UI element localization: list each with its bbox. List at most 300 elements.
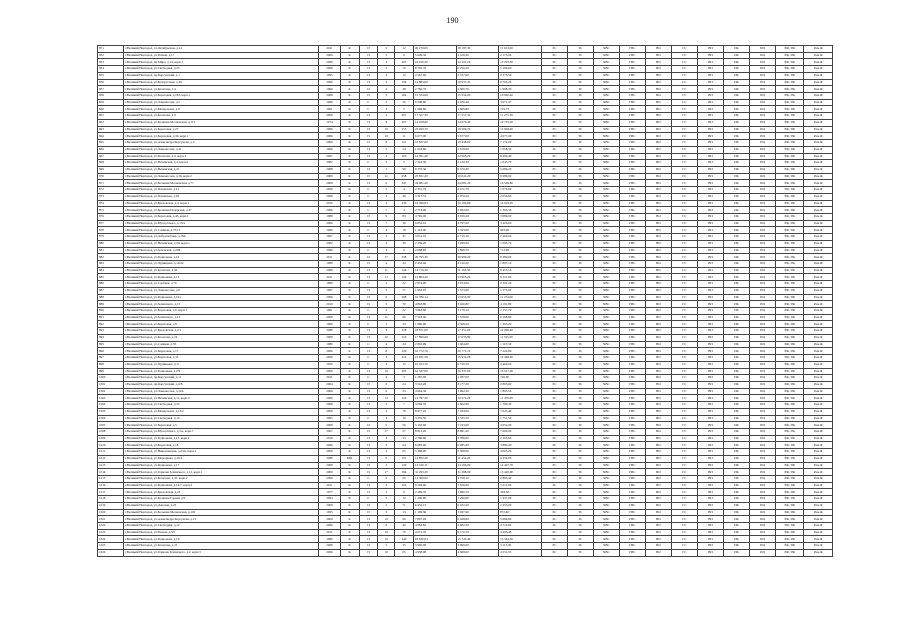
- cell-c: 2 157,70: [499, 308, 542, 315]
- cell-ent: 394: [395, 469, 414, 476]
- cell-b: 5 677,00: [456, 133, 499, 140]
- cell-es: ЭС: [541, 469, 567, 476]
- cell-c: 5 686,20: [499, 166, 542, 173]
- cell-b: 1 296,00: [456, 496, 499, 503]
- cell-vo: ВО: [645, 482, 671, 489]
- cell-ts: ТС: [567, 93, 593, 100]
- cell-a: 10 772,70: [413, 348, 456, 355]
- cell-addr: г.Великий Новгород, ул.Кочетова, д.16: [124, 334, 319, 341]
- cell-addr: г.Великий Новгород, ул.Славная, д.55: [124, 341, 319, 348]
- cell-pk: ПК: [723, 287, 749, 294]
- cell-gs: ГС: [671, 496, 697, 503]
- cell-year: 2006: [319, 388, 340, 395]
- cell-vo: ВО: [645, 462, 671, 469]
- cell-hvs: ХВС: [593, 79, 619, 86]
- cell-fl: 2: [378, 301, 395, 308]
- cell-ent: 79: [395, 529, 414, 536]
- cell-vo: ВО: [645, 489, 671, 496]
- cell-uf: РФ, УФ: [776, 254, 804, 261]
- cell-kind: Рем.Ф: [804, 220, 833, 227]
- cell-fl: 11: [378, 267, 395, 274]
- cell-addr: г.Великий Новгород, ул.Ломоносова, д.12А: [124, 388, 319, 395]
- cell-fl: 8: [378, 348, 395, 355]
- cell-a: 4 682,82: [413, 523, 456, 530]
- cell-vo: ВО: [645, 509, 671, 516]
- cell-vo: ВО: [645, 536, 671, 543]
- cell-vo: ВО: [645, 529, 671, 536]
- cell-c: 4 652,00: [499, 422, 542, 429]
- cell-es: ЭС: [541, 146, 567, 153]
- cell-addr: г.Великий Новгород, ул.Германа Зелинского, д.2, корп.3: [124, 549, 319, 556]
- cell-mat: К: [340, 274, 359, 281]
- table-row: [98, 375, 833, 382]
- cell-uf: РФ, УФ: [776, 449, 804, 456]
- cell-ts: ТС: [567, 140, 593, 147]
- cell-pc: ПЦ: [749, 543, 775, 550]
- cell-gvs: ГВС: [619, 341, 645, 348]
- cell-ent: 13: [395, 509, 414, 516]
- cell-ent: 104: [395, 93, 414, 100]
- cell-a: 5 609,50: [413, 52, 456, 59]
- cell-c: 4 005,20: [499, 449, 542, 456]
- cell-gs: ГС: [671, 281, 697, 288]
- cell-addr: г.Великий Новгород, ул.Родионова, д.17: [124, 462, 319, 469]
- cell-vs: ВП: [697, 213, 723, 220]
- cell-a: 4 672,70: [413, 529, 456, 536]
- cell-grp: С: [359, 281, 378, 288]
- cell-vo: ВО: [645, 496, 671, 503]
- cell-gvs: ГВС: [619, 482, 645, 489]
- cell-vs: ВП: [697, 173, 723, 180]
- cell-ent: 205: [395, 368, 414, 375]
- cell-pk: ПК: [723, 523, 749, 530]
- cell-kind: Рем.Ф: [804, 274, 833, 281]
- cell-pk: ПК: [723, 254, 749, 261]
- cell-gvs: ГВС: [619, 52, 645, 59]
- cell-year: 2007: [319, 153, 340, 160]
- cell-year: 1989: [319, 213, 340, 220]
- table-row: [98, 119, 833, 126]
- cell-mat: К: [340, 160, 359, 167]
- cell-pc: ПЦ: [749, 79, 775, 86]
- cell-fl: 4: [378, 361, 395, 368]
- cell-addr: г.Великий Новгород, ул.Родионова, д.13, корп.2: [124, 435, 319, 442]
- cell-ent: 297: [395, 113, 414, 120]
- cell-c: 1 895,50: [499, 388, 542, 395]
- cell-grp: П: [359, 140, 378, 147]
- cell-grp: П: [359, 119, 378, 126]
- cell-addr: г.Великий Новгород, ул.Кочетова, д.4, корп.3: [124, 153, 319, 160]
- cell-hvs: ХВС: [593, 287, 619, 294]
- cell-pc: ПЦ: [749, 200, 775, 207]
- cell-ts: ТС: [567, 328, 593, 335]
- cell-gs: ГС: [671, 482, 697, 489]
- cell-mat: К: [340, 469, 359, 476]
- cell-year: 1989: [319, 261, 340, 268]
- cell-fl: 12: [378, 395, 395, 402]
- cell-ent: 24: [395, 341, 414, 348]
- cell-grp: С: [359, 99, 378, 106]
- cell-ts: ТС: [567, 523, 593, 530]
- cell-b: 19 041,20: [456, 173, 499, 180]
- cell-uf: РФ, УФ: [776, 126, 804, 133]
- cell-n: 861: [98, 113, 124, 120]
- cell-vs: ВП: [697, 442, 723, 449]
- cell-fl: 17: [378, 254, 395, 261]
- cell-uf: РФ, УФ: [776, 52, 804, 59]
- cell-fl: 2: [378, 281, 395, 288]
- cell-addr: г.Великий Новгород, ул.Большая Горная, д.9: [124, 496, 319, 503]
- cell-vo: ВО: [645, 59, 671, 66]
- cell-year: 2009: [319, 187, 340, 194]
- cell-hvs: ХВС: [593, 476, 619, 483]
- cell-n: 1009: [98, 435, 124, 442]
- cell-gvs: ГВС: [619, 536, 645, 543]
- cell-ts: ТС: [567, 213, 593, 220]
- cell-b: 11 163,30: [456, 267, 499, 274]
- cell-c: 11 274,00: [499, 294, 542, 301]
- cell-a: 4 792,00: [413, 213, 456, 220]
- cell-n: 1026: [98, 549, 124, 556]
- cell-a: 17 557,32: [413, 113, 456, 120]
- cell-gs: ГС: [671, 119, 697, 126]
- cell-fl: 4: [378, 227, 395, 234]
- cell-vs: ВП: [697, 126, 723, 133]
- cell-year: 1960: [319, 86, 340, 93]
- table-row: [98, 516, 833, 523]
- cell-gs: ГС: [671, 388, 697, 395]
- cell-pc: ПЦ: [749, 52, 775, 59]
- cell-es: ЭС: [541, 428, 567, 435]
- cell-b: 15 743,40: [456, 536, 499, 543]
- cell-gs: ГС: [671, 435, 697, 442]
- cell-grp: П: [359, 469, 378, 476]
- cell-kind: Рем.Ф: [804, 66, 833, 73]
- cell-ent: 56: [395, 99, 414, 106]
- cell-gs: ГС: [671, 66, 697, 73]
- cell-ent: 4: [395, 207, 414, 214]
- cell-uf: РФ, УФ: [776, 59, 804, 66]
- cell-hvs: ХВС: [593, 435, 619, 442]
- cell-grp: П: [359, 86, 378, 93]
- cell-hvs: ХВС: [593, 93, 619, 100]
- cell-c: 2 191,20: [499, 281, 542, 288]
- cell-a: 8 813,20: [413, 428, 456, 435]
- cell-ent: 40: [395, 193, 414, 200]
- cell-n: 1008: [98, 428, 124, 435]
- cell-b: 2 120,30: [456, 160, 499, 167]
- cell-gs: ГС: [671, 489, 697, 496]
- cell-grp: П: [359, 428, 378, 435]
- cell-uf: РФ, УФ: [776, 200, 804, 207]
- cell-addr: г.Великий Новгород, ул.Родионова, д.13: [124, 274, 319, 281]
- cell-a: 3 069,70: [413, 402, 456, 409]
- cell-kind: Рем.Ф: [804, 200, 833, 207]
- cell-uf: РФ, УФ: [776, 415, 804, 422]
- cell-kind: Рем.Ф: [804, 314, 833, 321]
- cell-addr: г.Великий Новгород, ул.Донская, д.23: [124, 502, 319, 509]
- cell-kind: Рем.Ф: [804, 59, 833, 66]
- cell-uf: РФ, УФ: [776, 180, 804, 187]
- cell-b: 13 965,20: [456, 274, 499, 281]
- cell-n: 856: [98, 79, 124, 86]
- cell-ent: 39: [395, 240, 414, 247]
- cell-ts: ТС: [567, 160, 593, 167]
- cell-pc: ПЦ: [749, 126, 775, 133]
- cell-uf: РФ, УФ: [776, 314, 804, 321]
- cell-pc: ПЦ: [749, 146, 775, 153]
- cell-ent: 11: [395, 133, 414, 140]
- table-row: [98, 66, 833, 73]
- cell-n: 855: [98, 72, 124, 79]
- cell-es: ЭС: [541, 442, 567, 449]
- cell-grp: С: [359, 160, 378, 167]
- cell-year: 1997: [319, 287, 340, 294]
- cell-a: 4 994,30: [413, 388, 456, 395]
- cell-b: 2 786,60: [456, 435, 499, 442]
- cell-year: 2006: [319, 140, 340, 147]
- cell-uf: РФ, УФ: [776, 549, 804, 556]
- cell-uf: РФ, УФ: [776, 509, 804, 516]
- cell-vo: ВО: [645, 334, 671, 341]
- table-row: [98, 334, 833, 341]
- cell-gs: ГС: [671, 213, 697, 220]
- cell-n: 863: [98, 126, 124, 133]
- cell-ts: ТС: [567, 543, 593, 550]
- cell-es: ЭС: [541, 328, 567, 335]
- cell-kind: Рем.Ф: [804, 375, 833, 382]
- cell-hvs: ХВС: [593, 240, 619, 247]
- cell-kind: Рем.Ф: [804, 502, 833, 509]
- cell-mat: К: [340, 119, 359, 126]
- cell-gs: ГС: [671, 361, 697, 368]
- cell-pc: ПЦ: [749, 59, 775, 66]
- cell-pk: ПК: [723, 93, 749, 100]
- cell-fl: 10: [378, 516, 395, 523]
- cell-grp: П: [359, 113, 378, 120]
- cell-ent: 208: [395, 294, 414, 301]
- cell-kind: Рем.Ф: [804, 180, 833, 187]
- cell-fl: 4: [378, 247, 395, 254]
- cell-hvs: ХВС: [593, 86, 619, 93]
- cell-kind: Рем.Ф: [804, 334, 833, 341]
- cell-addr: г.Великий Новгород, ул.Кочетова, д.9: [124, 113, 319, 120]
- cell-ts: ТС: [567, 549, 593, 556]
- cell-ts: ТС: [567, 274, 593, 281]
- cell-mat: К: [340, 106, 359, 113]
- table-row: [98, 126, 833, 133]
- cell-gs: ГС: [671, 153, 697, 160]
- cell-ts: ТС: [567, 516, 593, 523]
- cell-pk: ПК: [723, 314, 749, 321]
- cell-year: 2009: [319, 368, 340, 375]
- cell-n: 1002: [98, 388, 124, 395]
- cell-kind: Рем.Ф: [804, 79, 833, 86]
- cell-hvs: ХВС: [593, 254, 619, 261]
- cell-pk: ПК: [723, 126, 749, 133]
- cell-c: 1 395,30: [499, 207, 542, 214]
- table-row: [98, 408, 833, 415]
- cell-ts: ТС: [567, 52, 593, 59]
- cell-grp: С: [359, 496, 378, 503]
- cell-uf: РФ, УФ: [776, 368, 804, 375]
- cell-uf: РФ, УФ: [776, 308, 804, 315]
- cell-pk: ПК: [723, 99, 749, 106]
- cell-pc: ПЦ: [749, 355, 775, 362]
- cell-addr: г.Великий Новгород, ул.Бредовская, д.23: [124, 489, 319, 496]
- cell-mat: К: [340, 166, 359, 173]
- cell-pc: ПЦ: [749, 281, 775, 288]
- cell-addr: г.Великий Новгород, ул.Александра Корсунова, д.13: [124, 516, 319, 523]
- cell-vs: ВП: [697, 455, 723, 462]
- cell-c: 12 448,00: [499, 355, 542, 362]
- cell-vo: ВО: [645, 449, 671, 456]
- cell-fl: 16: [378, 126, 395, 133]
- cell-fl: 1: [378, 166, 395, 173]
- cell-ent: 64: [395, 442, 414, 449]
- cell-n: 883: [98, 261, 124, 268]
- cell-uf: РФ, УФ: [776, 355, 804, 362]
- cell-es: ЭС: [541, 187, 567, 194]
- cell-grp: П: [359, 334, 378, 341]
- cell-b: 6 452,20: [456, 502, 499, 509]
- cell-vo: ВО: [645, 160, 671, 167]
- cell-gvs: ГВС: [619, 207, 645, 214]
- cell-es: ЭС: [541, 462, 567, 469]
- cell-vs: ВП: [697, 408, 723, 415]
- cell-es: ЭС: [541, 86, 567, 93]
- cell-year: 2008: [319, 93, 340, 100]
- cell-pc: ПЦ: [749, 133, 775, 140]
- cell-kind: Рем.Ф: [804, 395, 833, 402]
- cell-uf: РФ, УФ: [776, 193, 804, 200]
- cell-gvs: ГВС: [619, 523, 645, 530]
- cell-a: 2 782,70: [413, 86, 456, 93]
- cell-es: ЭС: [541, 449, 567, 456]
- cell-c: 6 168,80: [499, 314, 542, 321]
- cell-hvs: ХВС: [593, 72, 619, 79]
- cell-hvs: ХВС: [593, 489, 619, 496]
- cell-grp: П: [359, 435, 378, 442]
- cell-kind: Рем.Ф: [804, 341, 833, 348]
- cell-a: 15 554,00: [413, 93, 456, 100]
- cell-fl: 6: [378, 455, 395, 462]
- cell-grp: П: [359, 395, 378, 402]
- cell-fl: 2: [378, 160, 395, 167]
- cell-gvs: ГВС: [619, 301, 645, 308]
- cell-ts: ТС: [567, 489, 593, 496]
- cell-vo: ВО: [645, 240, 671, 247]
- cell-ent: 218: [395, 328, 414, 335]
- table-row: [98, 140, 833, 147]
- cell-mat: К: [340, 46, 359, 53]
- cell-addr: г.Великий Новгород, ул.Речная, д.17: [124, 52, 319, 59]
- cell-ent: 24: [395, 381, 414, 388]
- cell-mat: К: [340, 334, 359, 341]
- cell-mat: К: [340, 422, 359, 429]
- cell-pc: ПЦ: [749, 449, 775, 456]
- cell-es: ЭС: [541, 126, 567, 133]
- cell-grp: П: [359, 220, 378, 227]
- cell-hvs: ХВС: [593, 119, 619, 126]
- cell-pk: ПК: [723, 368, 749, 375]
- cell-vs: ВП: [697, 193, 723, 200]
- cell-c: 2 169,60: [499, 234, 542, 241]
- cell-kind: Рем.Ф: [804, 287, 833, 294]
- cell-pk: ПК: [723, 193, 749, 200]
- cell-pk: ПК: [723, 402, 749, 409]
- cell-addr: г.Великий Новгород, ул.Мусоргского, д.15/4: [124, 220, 319, 227]
- cell-n: 851: [98, 46, 124, 53]
- cell-pc: ПЦ: [749, 72, 775, 79]
- cell-pc: ПЦ: [749, 523, 775, 530]
- cell-kind: Рем.Ф: [804, 267, 833, 274]
- cell-mat: К: [340, 442, 359, 449]
- cell-mat: К: [340, 86, 359, 93]
- cell-hvs: ХВС: [593, 261, 619, 268]
- cell-vs: ВП: [697, 113, 723, 120]
- table-row: [98, 361, 833, 368]
- cell-vo: ВО: [645, 99, 671, 106]
- cell-gs: ГС: [671, 46, 697, 53]
- cell-ent: 103: [395, 482, 414, 489]
- cell-c: 3 426,00: [499, 220, 542, 227]
- cell-es: ЭС: [541, 59, 567, 66]
- cell-ts: ТС: [567, 113, 593, 120]
- cell-uf: РФ, УФ: [776, 301, 804, 308]
- cell-c: 16 509,80: [499, 180, 542, 187]
- cell-b: 13 653,00: [456, 294, 499, 301]
- cell-vo: ВО: [645, 422, 671, 429]
- cell-gvs: ГВС: [619, 59, 645, 66]
- cell-n: 857: [98, 86, 124, 93]
- cell-gs: ГС: [671, 314, 697, 321]
- cell-fl: 2: [378, 113, 395, 120]
- cell-gvs: ГВС: [619, 234, 645, 241]
- cell-c: 13 344,50: [499, 536, 542, 543]
- cell-gvs: ГВС: [619, 361, 645, 368]
- cell-ent: 90: [395, 166, 414, 173]
- cell-c: 8 289,60: [499, 173, 542, 180]
- cell-grp: П: [359, 455, 378, 462]
- cell-year: 2006: [319, 247, 340, 254]
- cell-b: 8 691,20: [456, 428, 499, 435]
- cell-pk: ПК: [723, 166, 749, 173]
- table-row: [98, 523, 833, 530]
- cell-grp: П: [359, 462, 378, 469]
- cell-vo: ВО: [645, 341, 671, 348]
- cell-b: 16 166,80: [456, 200, 499, 207]
- cell-c: 2 453,00: [499, 502, 542, 509]
- table-row: [98, 388, 833, 395]
- cell-kind: Рем.Ф: [804, 93, 833, 100]
- cell-gvs: ГВС: [619, 119, 645, 126]
- cell-n: 884: [98, 267, 124, 274]
- cell-n: 886: [98, 281, 124, 288]
- cell-kind: Рем.Ф: [804, 361, 833, 368]
- cell-hvs: ХВС: [593, 227, 619, 234]
- cell-a: 24 081,20: [413, 180, 456, 187]
- cell-vs: ВП: [697, 321, 723, 328]
- cell-es: ЭС: [541, 549, 567, 556]
- cell-pc: ПЦ: [749, 402, 775, 409]
- cell-ent: 48: [395, 86, 414, 93]
- cell-kind: Рем.Ф: [804, 355, 833, 362]
- cell-a: 3 031,10: [413, 234, 456, 241]
- cell-a: 15 864,20: [413, 274, 456, 281]
- cell-pc: ПЦ: [749, 502, 775, 509]
- cell-ts: ТС: [567, 79, 593, 86]
